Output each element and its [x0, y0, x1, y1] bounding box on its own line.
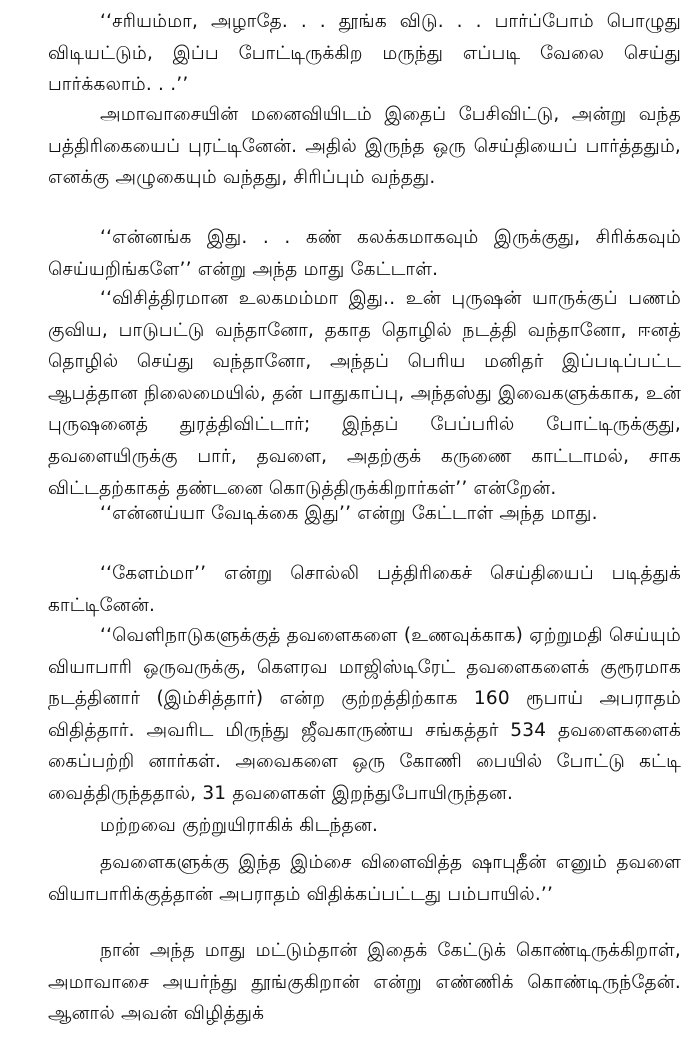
paragraph-6: ‘‘கேளம்மா’’ என்று சொல்லி பத்திரிகைச் செய்தியைப் படித்துக் காட்டினேன்.: [48, 563, 681, 616]
paragraph-9: தவளைகளுக்கு இந்த இம்சை விளைவித்த ஷாபுதீன் எனும் தவளை வியாபாரிக்குத்தான் அபராதம் விதிக்கப்பட்டது பம்பாயில்.’’: [48, 852, 681, 905]
paragraph-4: ‘‘விசித்திரமான உலகமம்மா இது.. உன் புருஷன் யாருக்குப் பணம் குவிய, பாடுபட்டு வந்தானோ, தகாத தொழில் நடத்தி வந்தானோ, ஈனத் தொழில் செய்து வந்தானோ, அந்தப் பெரிய மனிதர் இப்படிப்பட்ட ஆபத்தான நிலைமையில், தன் பாதுகாப்பு, அந்தஸ்து இவைகளுக்காக, உன் புருஷனைத் துரத்திவிட்டார்; இந்தப் பேப்பரில் போட்டிருக்குது, தவளையிருக்கு பார், தவளை, அதற்குக் கருணை காட்டாமல், சாக விட்டதற்காகத் தண்டனை கொடுத்திருக்கிறார்கள்’’ என்றேன்.: [48, 288, 681, 499]
paragraph-3: ‘‘என்னங்க இது. . . கண் கலக்கமாகவும் இருக்குது, சிரிக்கவும் செய்யறிங்களே’’ என்று அந்த மாது கேட்டாள்.: [48, 227, 681, 280]
paragraph-1: ‘‘சரியம்மா, அழாதே. . . தூங்க விடு. . . பார்ப்போம் பொழுது விடியட்டும், இப்ப போட்டிருக்கிற மருந்து எப்படி வேலை செய்து பார்க்கலாம். . .’’: [48, 11, 681, 96]
paragraph-2: அமாவாசையின் மனைவியிடம் இதைப் பேசிவிட்டு, அன்று வந்த பத்திரிகையைப் புரட்டினேன். அதில் இருந்த ஒரு செய்தியைப் பார்த்ததும், எனக்கு அழுகையும் வந்தது, சிரிப்பும் வந்தது.: [48, 104, 681, 189]
paragraph-5: ‘‘என்னய்யா வேடிக்கை இது’’ என்று கேட்டாள் அந்த மாது.: [100, 503, 598, 524]
paragraph-7: ‘‘வெளிநாடுகளுக்குத் தவளைகளை (உணவுக்காக) ஏற்றுமதி செய்யும் வியாபாரி ஒருவருக்கு, கௌரவ மாஜிஸ்டிரேட் தவளைகளைக் குரூரமாக நடத்தினார் (இம்சித்தார்) என்ற குற்றத்திற்காக 160 ரூபாய் அபராதம் விதித்தார். அவரிட மிருந்து ஜீவகாருண்ய சங்கத்தர் 534 தவளைகளைக் கைப்பற்றி னார்கள். அவைகளை ஒரு கோணி பையில் போட்டு கட்டி வைத்திருந்ததால், 31 தவளைகள் இறந்துபோயிருந்தன.: [48, 625, 681, 804]
paragraph-10: நான் அந்த மாது மட்டும்தான் இதைக் கேட்டுக் கொண்டிருக்கிறாள், அமாவாசை அயர்ந்து தூங்குகிறான் என்று எண்ணிக் கொண்டிருந்தேன். ஆனால் அவன் விழித்துக்: [48, 940, 681, 1025]
paragraph-8: மற்றவை குற்றுயிராகிக் கிடந்தன.: [100, 815, 379, 836]
